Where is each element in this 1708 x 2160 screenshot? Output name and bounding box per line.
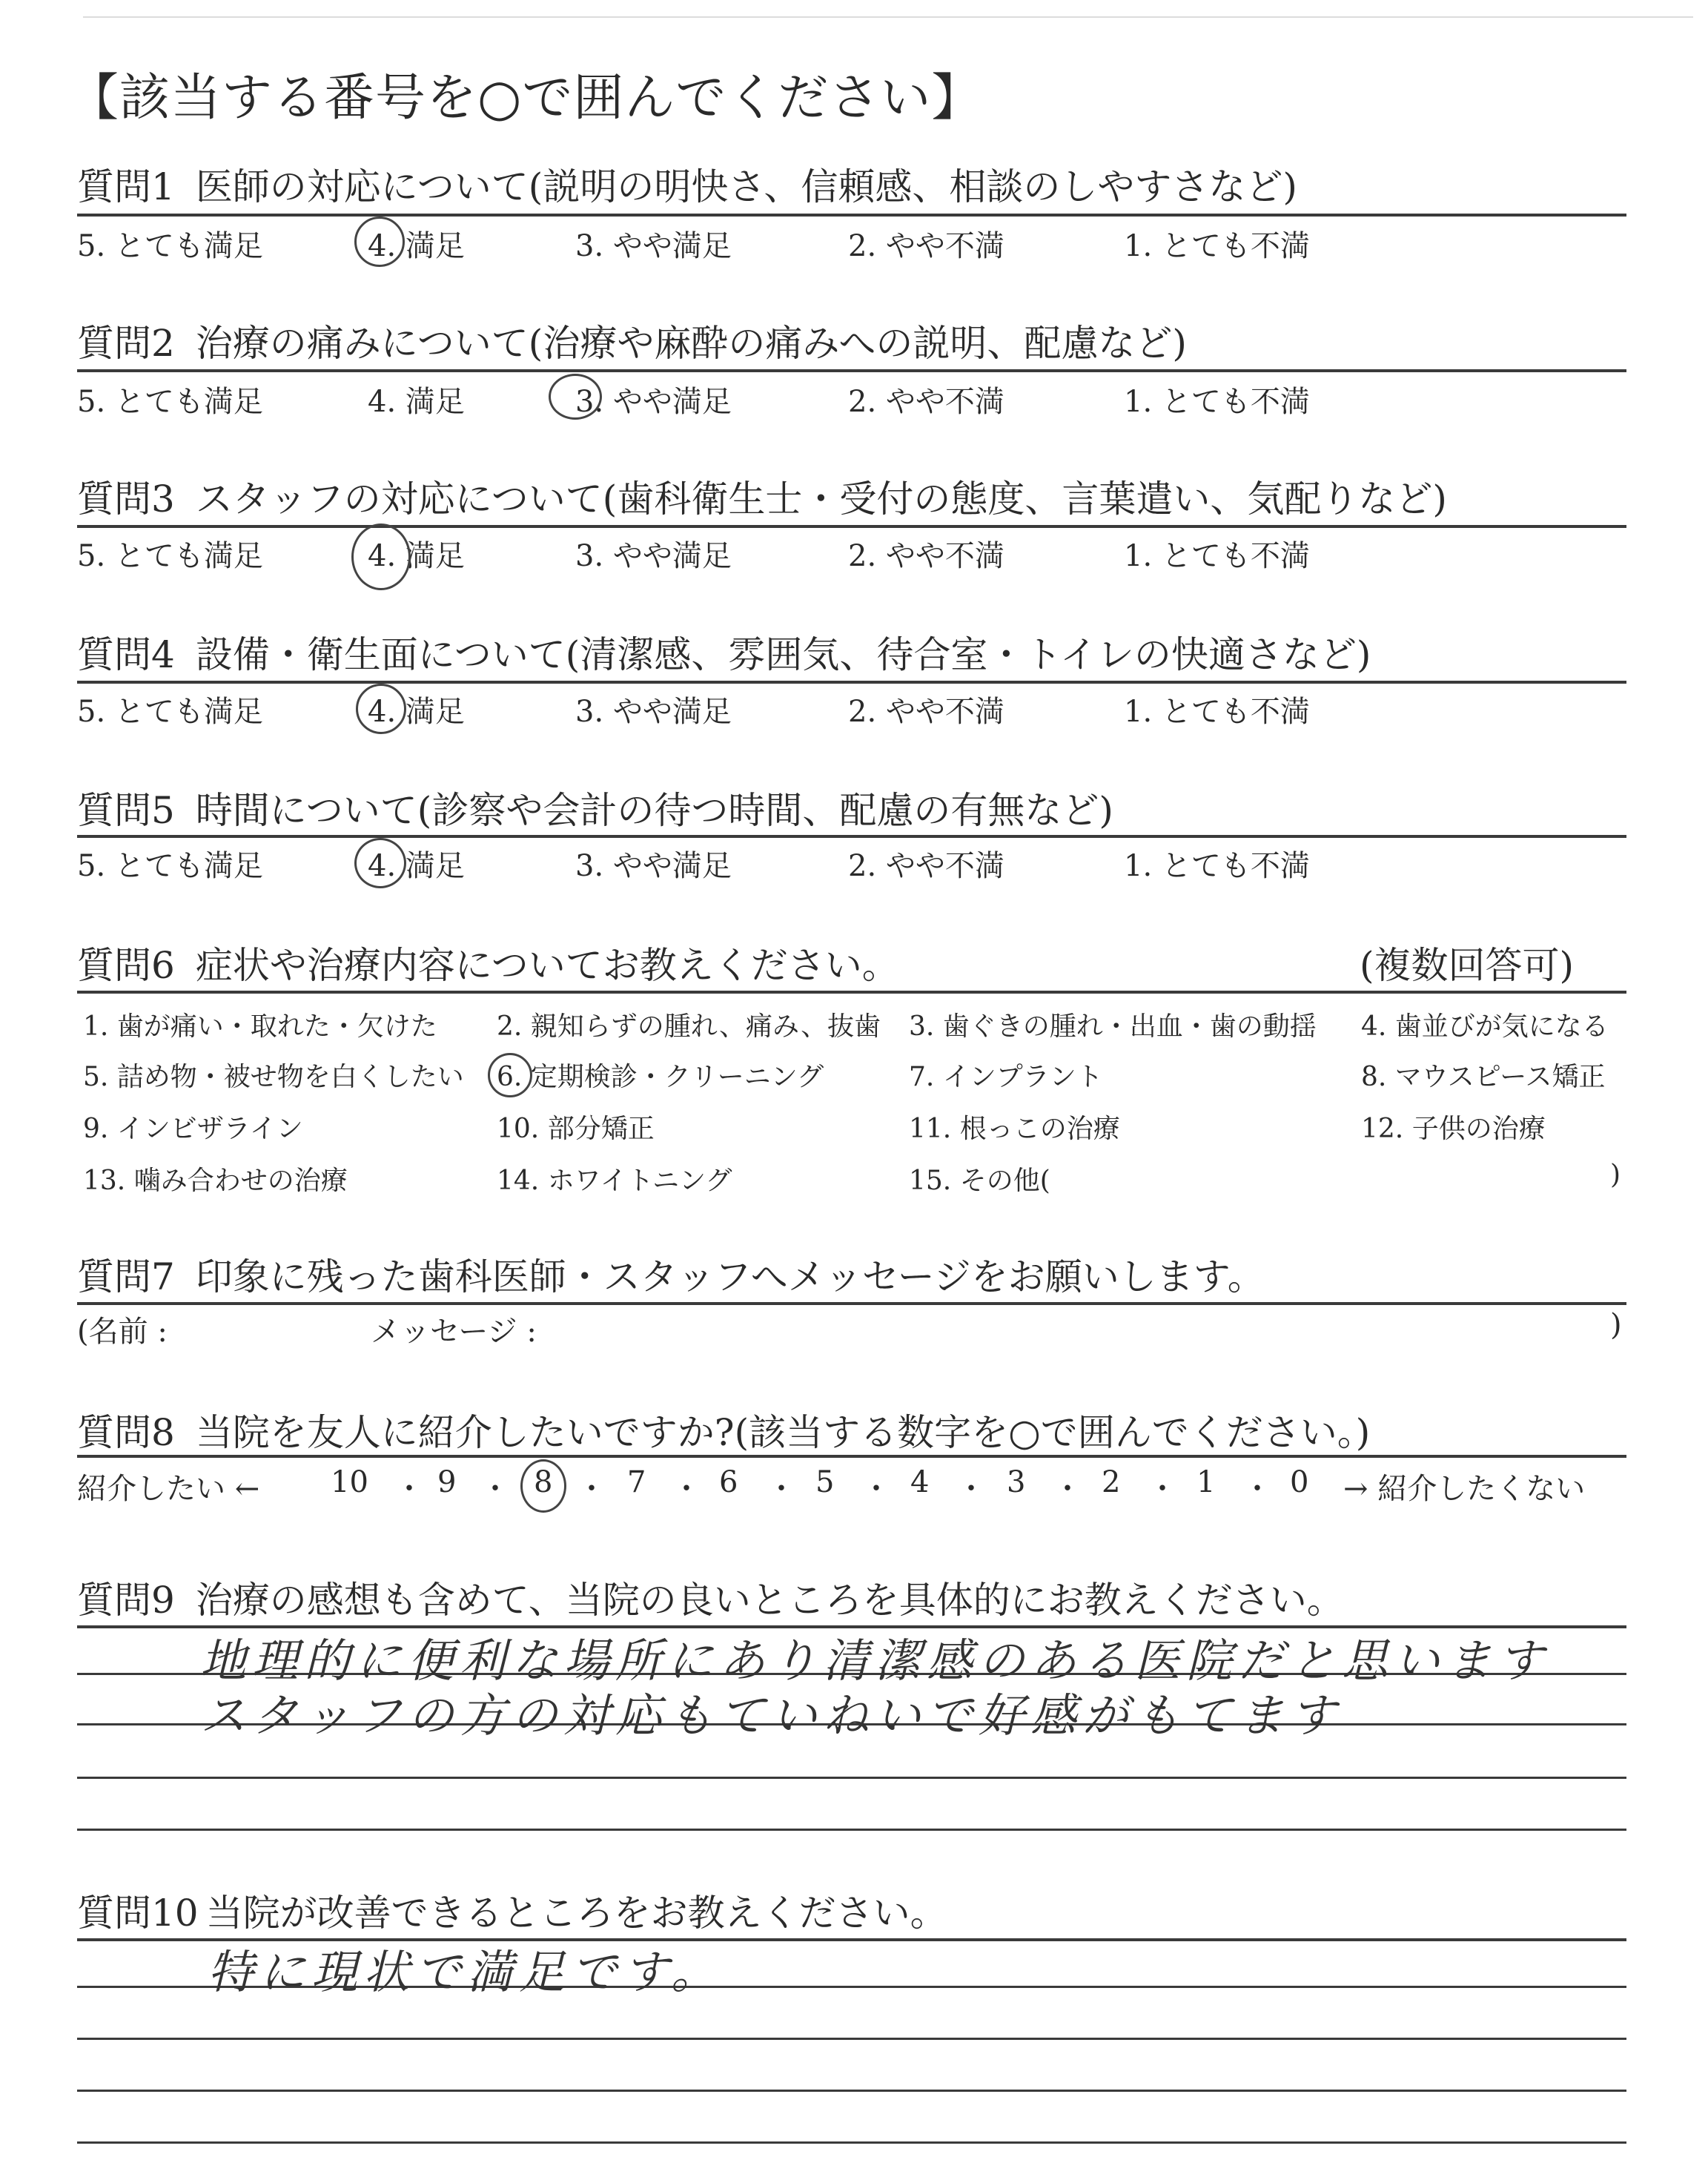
question-2-rule — [77, 369, 1626, 372]
q1-option-4[interactable]: 4. 満足 — [368, 229, 465, 263]
q8-scale-dot: ・ — [861, 1472, 891, 1506]
question-number: 質問3 — [77, 478, 175, 521]
question-number: 質問7 — [77, 1255, 175, 1298]
q4-option-3[interactable]: 3. やや満足 — [575, 695, 732, 729]
q3-option-4[interactable]: 4. 満足 — [368, 539, 465, 573]
q8-scale-dot: ・ — [1242, 1472, 1272, 1506]
question-text: 治療の痛みについて(治療や麻酔の痛みへの説明、配慮など) — [195, 322, 1187, 365]
q8-scale-7[interactable]: 7 — [627, 1465, 646, 1499]
question-6-title — [77, 936, 899, 989]
form-header: 【該当する番号を○で囲んでください】 — [68, 69, 983, 128]
q4-option-1[interactable]: 1. とても不満 — [1124, 695, 1310, 729]
q6-option-2[interactable]: 2. 親知らずの腫れ、痛み、抜歯 — [497, 1011, 881, 1042]
question-7-rule — [77, 1302, 1626, 1305]
question-6-note: (複数回答可) — [1360, 944, 1575, 987]
q1-option-2[interactable]: 2. やや不満 — [848, 229, 1004, 263]
q6-selected-circle — [488, 1053, 532, 1097]
q5-option-4[interactable]: 4. 満足 — [368, 849, 465, 883]
q8-selected-circle — [520, 1459, 566, 1513]
q6-option-10[interactable]: 10. 部分矯正 — [497, 1114, 655, 1144]
question-3-title — [77, 469, 1447, 523]
q2-option-5[interactable]: 5. とても満足 — [77, 385, 263, 419]
question-number: 質問6 — [77, 944, 175, 987]
question-7-title — [77, 1247, 1265, 1301]
question-text: 設備・衛生面について(清潔感、雰囲気、待合室・トイレの快適さなど) — [195, 633, 1371, 676]
q8-scale-dot: ・ — [394, 1472, 424, 1506]
q8-scale-4[interactable]: 4 — [910, 1465, 930, 1499]
q8-scale-0[interactable]: 0 — [1290, 1465, 1309, 1499]
q8-scale-1[interactable]: 1 — [1196, 1465, 1216, 1499]
q5-selected-circle — [354, 838, 406, 888]
q10-writing-line — [77, 2090, 1626, 2092]
question-6-rule — [77, 991, 1626, 994]
q2-option-4[interactable]: 4. 満足 — [368, 385, 465, 419]
top-border — [83, 16, 1693, 18]
q3-option-2[interactable]: 2. やや不満 — [848, 539, 1004, 573]
question-4-rule — [77, 681, 1626, 684]
question-text: 当院を友人に紹介したいですか?(該当する数字を○で囲んでください。) — [195, 1411, 1371, 1454]
q5-option-3[interactable]: 3. やや満足 — [575, 849, 732, 883]
question-text: 医師の対応について(説明の明快さ、信頼感、相談のしやすさなど) — [195, 165, 1297, 208]
q3-option-3[interactable]: 3. やや満足 — [575, 539, 732, 573]
q7-name-label[interactable]: (名前 : — [77, 1315, 168, 1349]
q8-scale-10[interactable]: 10 — [331, 1465, 368, 1499]
question-5-rule — [77, 835, 1626, 838]
q10-writing-line — [77, 2141, 1626, 2144]
question-4-title — [77, 625, 1371, 678]
question-1-title — [77, 157, 1297, 211]
q8-scale-dot: ・ — [672, 1472, 701, 1506]
question-10-title — [77, 1883, 947, 1937]
q8-scale-dot: ・ — [956, 1472, 986, 1506]
q5-option-5[interactable]: 5. とても満足 — [77, 849, 263, 883]
q2-option-1[interactable]: 1. とても不満 — [1124, 385, 1310, 419]
q4-selected-circle — [356, 684, 406, 734]
q9-writing-line — [77, 1829, 1626, 1831]
q3-selected-circle — [351, 524, 411, 590]
q6-option-3[interactable]: 3. 歯ぐきの腫れ・出血・歯の動揺 — [909, 1011, 1317, 1042]
q6-option-7[interactable]: 7. インプラント — [909, 1062, 1103, 1092]
q6-option-13[interactable]: 13. 噛み合わせの治療 — [83, 1166, 348, 1196]
q8-right-label: → 紹介したくない — [1343, 1472, 1586, 1506]
q1-option-1[interactable]: 1. とても不満 — [1124, 229, 1310, 263]
q10-writing-line — [77, 2038, 1626, 2040]
q8-scale-9[interactable]: 9 — [437, 1465, 457, 1499]
question-8-rule — [77, 1455, 1626, 1458]
q3-option-1[interactable]: 1. とても不満 — [1124, 539, 1310, 573]
question-number: 質問9 — [77, 1579, 175, 1622]
q7-close: ) — [1610, 1308, 1622, 1342]
q8-scale-8[interactable]: 8 — [534, 1465, 553, 1499]
q6-option-12[interactable]: 12. 子供の治療 — [1361, 1114, 1546, 1144]
question-8-title — [77, 1403, 1370, 1456]
q1-option-5[interactable]: 5. とても満足 — [77, 229, 263, 263]
q9-answer-line-1[interactable]: 地理的に便利な場所にあり清潔感のある医院だと思います — [200, 1634, 1550, 1688]
q5-option-2[interactable]: 2. やや不満 — [848, 849, 1004, 883]
q8-scale-dot: ・ — [480, 1472, 510, 1506]
q4-option-4[interactable]: 4. 満足 — [368, 695, 465, 729]
q9-writing-line — [77, 1777, 1626, 1779]
q8-scale-3[interactable]: 3 — [1007, 1465, 1026, 1499]
q6-option-14[interactable]: 14. ホワイトニング — [497, 1166, 732, 1196]
q7-message-label[interactable]: メッセージ : — [371, 1315, 537, 1349]
q8-left-label: 紹介したい ← — [77, 1472, 260, 1506]
q6-option-11[interactable]: 11. 根っこの治療 — [909, 1114, 1120, 1144]
question-1-rule — [77, 214, 1626, 217]
q8-scale-2[interactable]: 2 — [1102, 1465, 1121, 1499]
question-text: 印象に残った歯科医師・スタッフへメッセージをお願いします。 — [195, 1255, 1265, 1298]
q5-option-1[interactable]: 1. とても不満 — [1124, 849, 1310, 883]
q6-option-5[interactable]: 5. 詰め物・被せ物を白くしたい — [83, 1062, 464, 1092]
q1-selected-circle — [354, 217, 405, 267]
question-number: 質問8 — [77, 1411, 175, 1454]
q9-answer-line-2[interactable]: スタッフの方の対応もていねいで好感がもてます — [200, 1688, 1343, 1743]
q10-answer-line-1[interactable]: 特に現状で満足です。 — [208, 1945, 724, 1999]
question-9-title — [77, 1571, 1344, 1624]
q6-option-4[interactable]: 4. 歯並びが気になる — [1361, 1011, 1609, 1042]
question-text: 当院が改善できるところをお教えください。 — [205, 1892, 947, 1935]
question-number: 質問5 — [77, 789, 175, 832]
q8-scale-dot: ・ — [767, 1472, 796, 1506]
question-5-title — [77, 781, 1113, 834]
q6-option-9[interactable]: 9. インビザライン — [83, 1114, 303, 1144]
q6-option-6[interactable]: 6. 定期検診・クリーニング — [497, 1062, 824, 1092]
q6-other-close: ) — [1610, 1160, 1621, 1190]
q4-option-5[interactable]: 5. とても満足 — [77, 695, 263, 729]
question-number: 質問4 — [77, 633, 175, 676]
q8-scale-dot: ・ — [577, 1472, 606, 1506]
q2-option-2[interactable]: 2. やや不満 — [848, 385, 1004, 419]
question-3-rule — [77, 525, 1626, 528]
q8-scale-dot: ・ — [1053, 1472, 1082, 1506]
q6-option-8[interactable]: 8. マウスピース矯正 — [1361, 1062, 1606, 1092]
question-2-title — [77, 314, 1187, 367]
question-text: 時間について(診察や会計の待つ時間、配慮の有無など) — [195, 789, 1113, 832]
question-number: 質問2 — [77, 322, 175, 365]
question-number: 質問1 — [77, 165, 175, 208]
question-text: 治療の感想も含めて、当院の良いところを具体的にお教えください。 — [195, 1579, 1344, 1622]
q3-option-5[interactable]: 5. とても満足 — [77, 539, 263, 573]
question-number: 質問10 — [77, 1892, 199, 1935]
q2-option-3[interactable]: 3. やや満足 — [575, 385, 732, 419]
q4-option-2[interactable]: 2. やや不満 — [848, 695, 1004, 729]
q1-option-3[interactable]: 3. やや満足 — [575, 229, 732, 263]
question-text: 症状や治療内容についてお教えください。 — [195, 944, 899, 987]
q8-scale-5[interactable]: 5 — [815, 1465, 835, 1499]
q8-scale-6[interactable]: 6 — [719, 1465, 738, 1499]
q8-scale-dot: ・ — [1148, 1472, 1177, 1506]
q6-option-1[interactable]: 1. 歯が痛い・取れた・欠けた — [83, 1011, 437, 1042]
q6-option-15[interactable]: 15. その他( — [909, 1166, 1050, 1196]
question-text: スタッフの対応について(歯科衛生士・受付の態度、言葉遣い、気配りなど) — [195, 478, 1447, 521]
q2-selected-circle — [549, 374, 602, 420]
